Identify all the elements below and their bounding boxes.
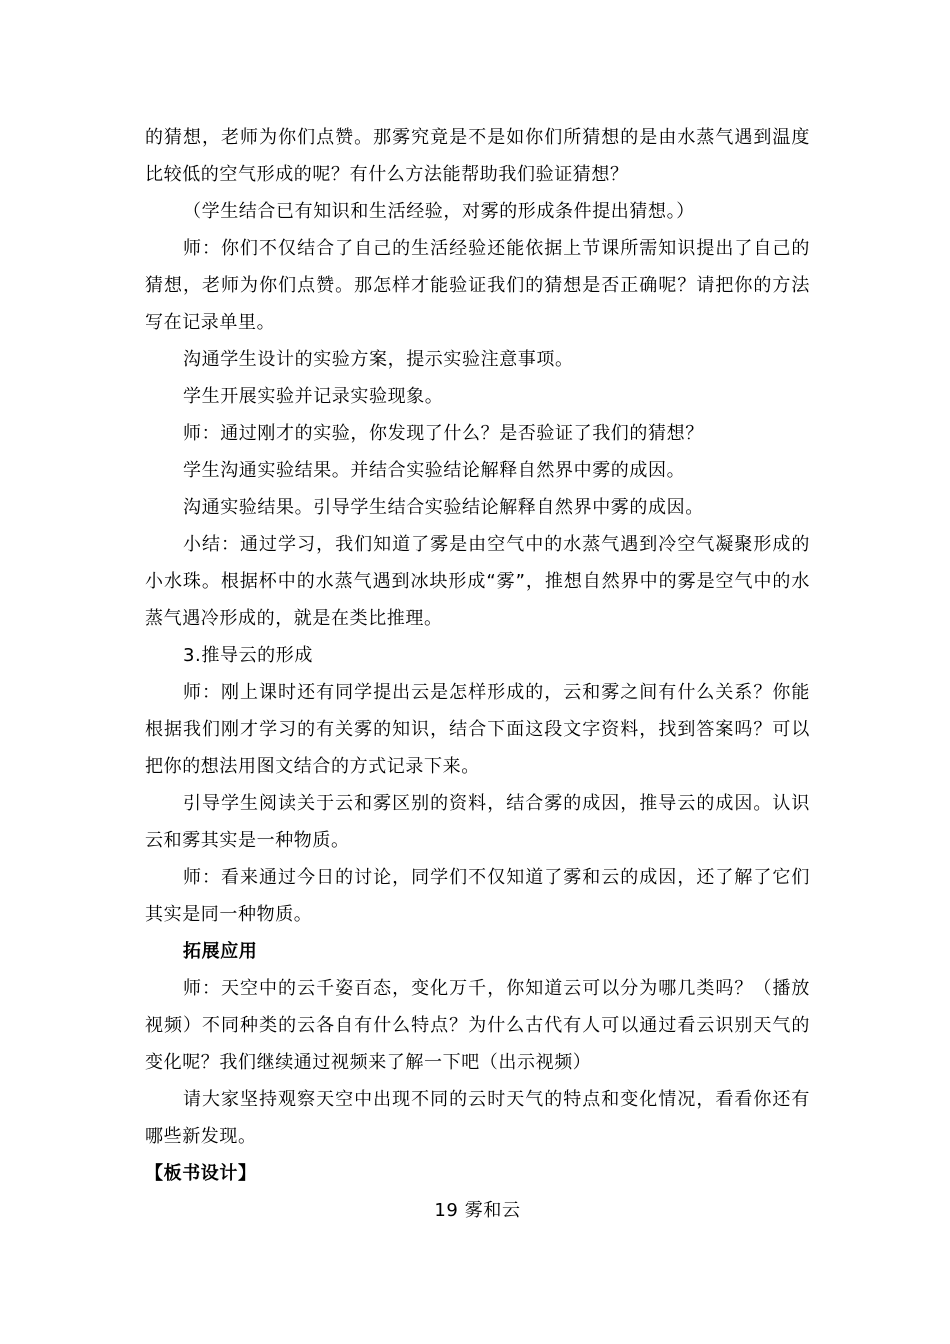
board-title: 19 雾和云 — [434, 1200, 521, 1221]
paragraph-teacher-conclusion: 师：看来通过今日的讨论，同学们不仅知道了雾和云的成因，还了解了它们其实是同一种物质。 — [145, 867, 810, 925]
paragraph-student-results: 学生沟通实验结果。并结合实验结论解释自然界中雾的成因。 — [183, 460, 686, 481]
section-heading-cloud-formation: 3.推导云的形成 — [183, 645, 313, 666]
paragraph-communicate-plan: 沟通学生设计的实验方案，提示实验注意事项。 — [183, 349, 574, 370]
paragraph-observe-sky: 请大家坚持观察天空中出现不同的云时天气的特点和变化情况，看看你还有哪些新发现。 — [145, 1089, 810, 1147]
paragraph-experiment: 学生开展实验并记录实验现象。 — [183, 386, 444, 407]
document-body — [145, 119, 810, 1229]
paragraph-guide-reading: 引导学生阅读关于云和雾区别的资料，结合雾的成因，推导云的成因。认识云和雾其实是一种物质。 — [145, 793, 810, 851]
paragraph-student-guess: （学生结合已有知识和生活经验，对雾的形成条件提出猜想。） — [183, 201, 695, 222]
section-heading-extension: 拓展应用 — [183, 941, 258, 962]
paragraph-summary: 小结：通过学习，我们知道了雾是由空气中的水蒸气遇到冷空气凝聚形成的小水珠。根据杯中的水蒸气遇到冰块形成“雾”，推想自然界中的雾是空气中的水蒸气遇冷形成的，就是在类比推理。 — [145, 534, 810, 629]
section-heading-board-design: 【板书设计】 — [145, 1163, 257, 1184]
paragraph-guide-results: 沟通实验结果。引导学生结合实验结论解释自然界中雾的成因。 — [183, 497, 704, 518]
paragraph-teacher-cloud: 师：刚上课时还有同学提出云是怎样形成的，云和雾之间有什么关系？你能根据我们刚才学习的有关雾的知识，结合下面这段文字资料，找到答案吗？可以把你的想法用图文结合的方式记录下来。 — [145, 682, 810, 777]
paragraph-teacher-question: 师：通过刚才的实验，你发现了什么？是否验证了我们的猜想？ — [183, 423, 704, 444]
paragraph-teacher-verify: 师：你们不仅结合了自己的生活经验还能依据上节课所需知识提出了自己的猜想，老师为你们点赞。那怎样才能验证我们的猜想是否正确呢？请把你的方法写在记录单里。 — [145, 238, 810, 333]
paragraph-guess-intro: 的猜想，老师为你们点赞。那雾究竟是不是如你们所猜想的是由水蒸气遇到温度比较低的空气形成的呢？有什么方法能帮助我们验证猜想？ — [145, 127, 810, 185]
paragraph-teacher-cloud-types: 师：天空中的云千姿百态，变化万千，你知道云可以分为哪几类吗？（播放视频）不同种类的云各自有什么特点？为什么古代有人可以通过看云识别天气的变化呢？我们继续通过视频来了解一下吧（出示视频） — [145, 978, 810, 1073]
